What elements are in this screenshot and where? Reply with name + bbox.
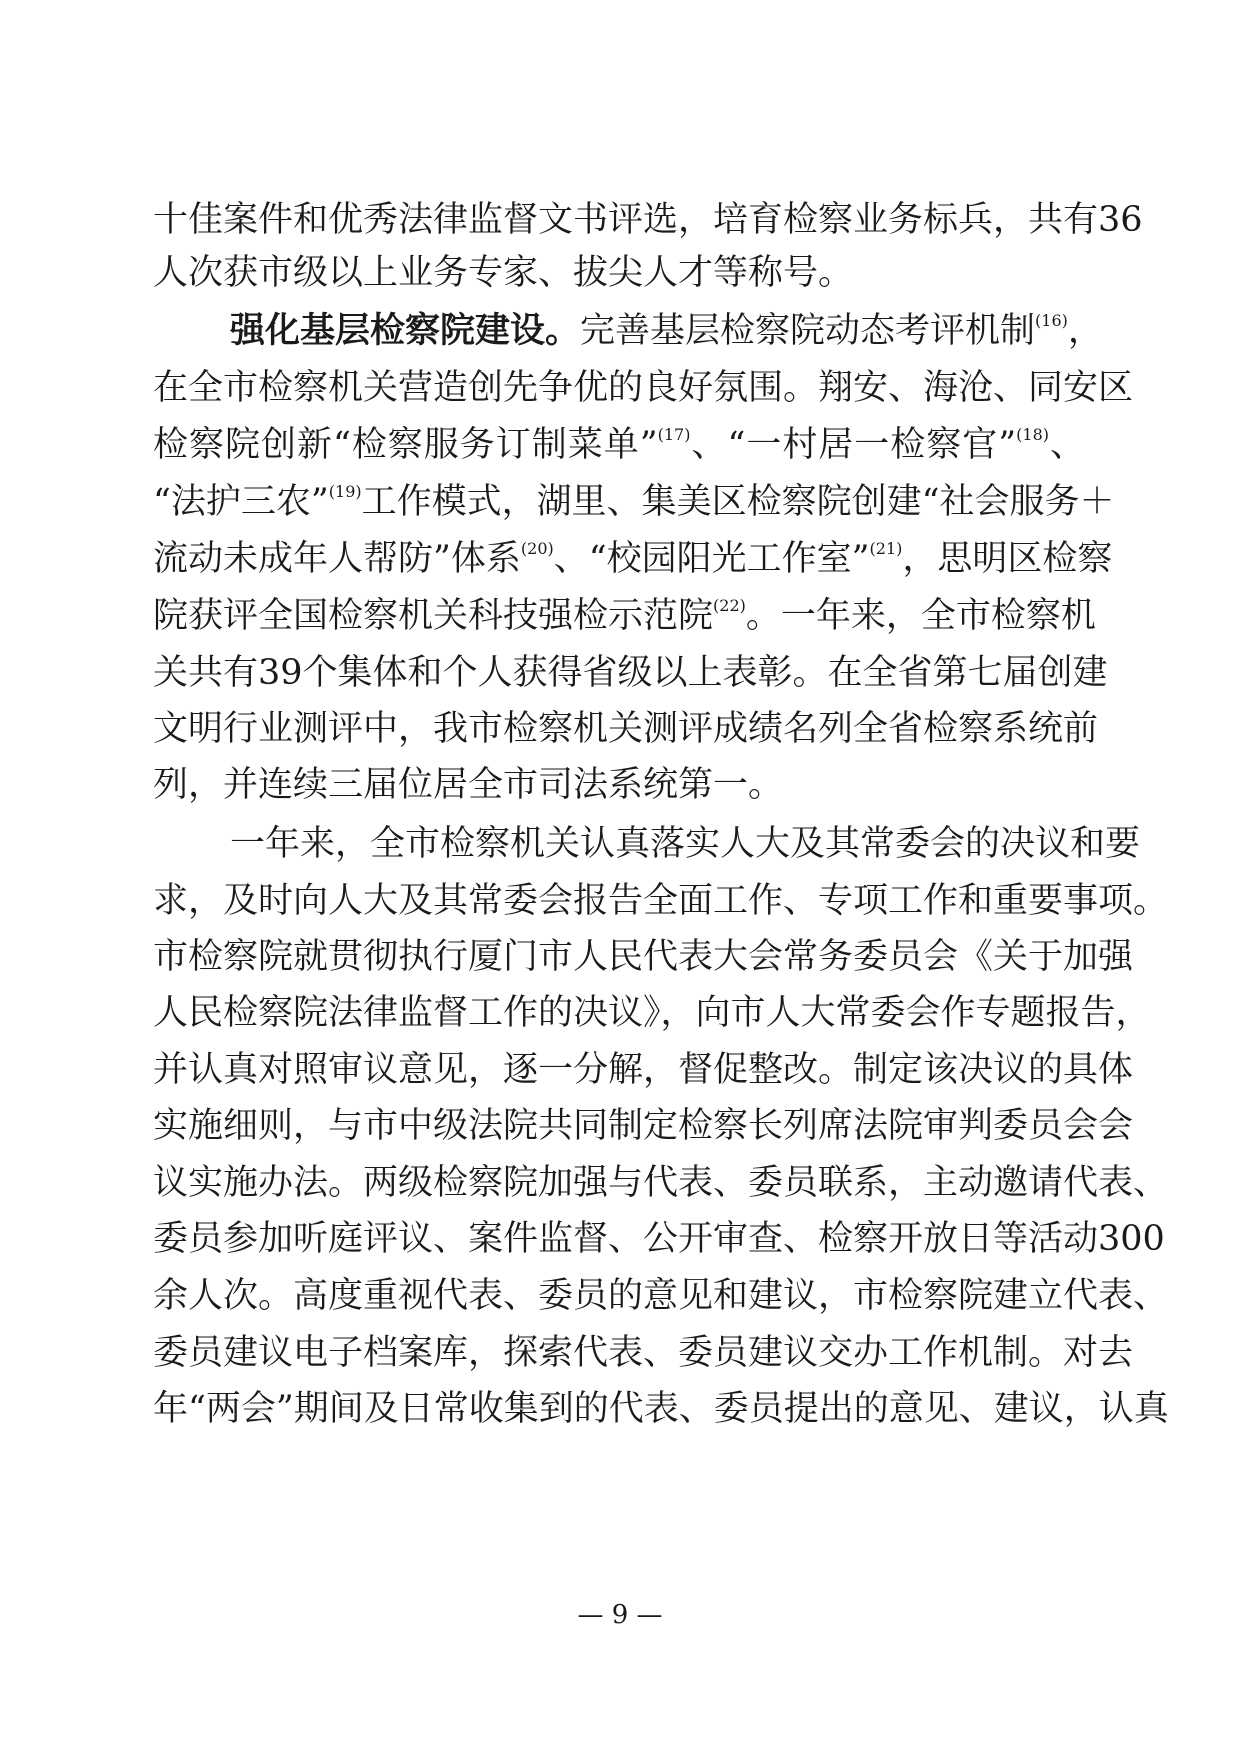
body-line-3: 强化基层检察院建设。完善基层检察院动态考评机制$^{(16)}$， — [230, 310, 1103, 351]
body-line-14: 市检察院就贯彻执行厦门市人民代表大会常务委员会《关于加强 — [153, 937, 1134, 977]
footnote-ref-16: (16) — [1035, 311, 1068, 330]
body-line-8: 院获评全国检察机关科技强检示范院$^{(22)}$。一年来，全市检察机 — [153, 596, 1096, 636]
body-line-16: 并认真对照审议意见，逐一分解，督促整改。制定该决议的具体 — [153, 1050, 1134, 1090]
body-line-9: 关共有39个集体和个人获得省级以上表彰。在全省第七届创建 — [153, 653, 1108, 693]
body-line-4: 在全市检察机关营造创先争优的良好氛围。翔安、海沧、同安区 — [153, 368, 1134, 408]
body-line-20: 余人次。高度重视代表、委员的意见和建议，市检察院建立代表、 — [153, 1276, 1169, 1316]
body-line-17: 实施细则，与市中级法院共同制定检察长列席法院审判委员会会 — [153, 1106, 1134, 1146]
body-line-18: 议实施办法。两级检察院加强与代表、委员联系，主动邀请代表、 — [153, 1163, 1169, 1203]
page-number: — 9 — — [577, 1600, 663, 1630]
footnote-ref-20: (20) — [520, 539, 554, 558]
body-line-13: 求，及时向人大及其常委会报告全面工作、专项工作和重要事项。 — [153, 881, 1169, 921]
body-line-6: “法护三农”$^{(19)}$工作模式，湖里、集美区检察院创建“社会服务＋ — [153, 482, 1115, 522]
footnote-ref-22: (22) — [713, 596, 746, 615]
section-heading: 强化基层检察院建设。 — [230, 310, 581, 351]
body-line-11: 列，并连续三届位居全市司法系统第一。 — [153, 765, 784, 805]
footnote-ref-19: (19) — [328, 482, 362, 501]
body-line-10: 文明行业测评中，我市检察机关测评成绩名列全省检察系统前 — [153, 709, 1099, 749]
body-line-2: 人次获市级以上业务专家、拔尖人才等称号。 — [153, 253, 854, 293]
footnote-ref-17: (17) — [657, 425, 691, 444]
body-line-5: 检察院创新“检察服务订制菜单”$^{(17)}$、“一村居一检察官”$^{(18)}$、 — [153, 425, 1085, 465]
body-line-1: 十佳案件和优秀法律监督文书评选，培育检察业务标兵，共有36 — [153, 200, 1143, 240]
footnote-ref-18: (18) — [1016, 425, 1049, 444]
body-line-15: 人民检察院法律监督工作的决议》，向市人大常委会作专题报告， — [153, 993, 1151, 1033]
body-line-12: 一年来，全市检察机关认真落实人大及其常委会的决议和要 — [230, 824, 1141, 864]
body-line-22: 年“两会”期间及日常收集到的代表、委员提出的意见、建议，认真 — [153, 1389, 1169, 1429]
footnote-ref-21: (21) — [869, 539, 903, 558]
body-line-19: 委员参加听庭评议、案件监督、公开审查、检察开放日等活动300 — [153, 1219, 1165, 1259]
body-line-7: 流动未成年人帮防”体系$^{(20)}$、“校园阳光工作室”$^{(21)}$，思明区检察 — [153, 539, 1113, 579]
body-line-21: 委员建议电子档案库，探索代表、委员建议交办工作机制。对去 — [153, 1333, 1134, 1373]
